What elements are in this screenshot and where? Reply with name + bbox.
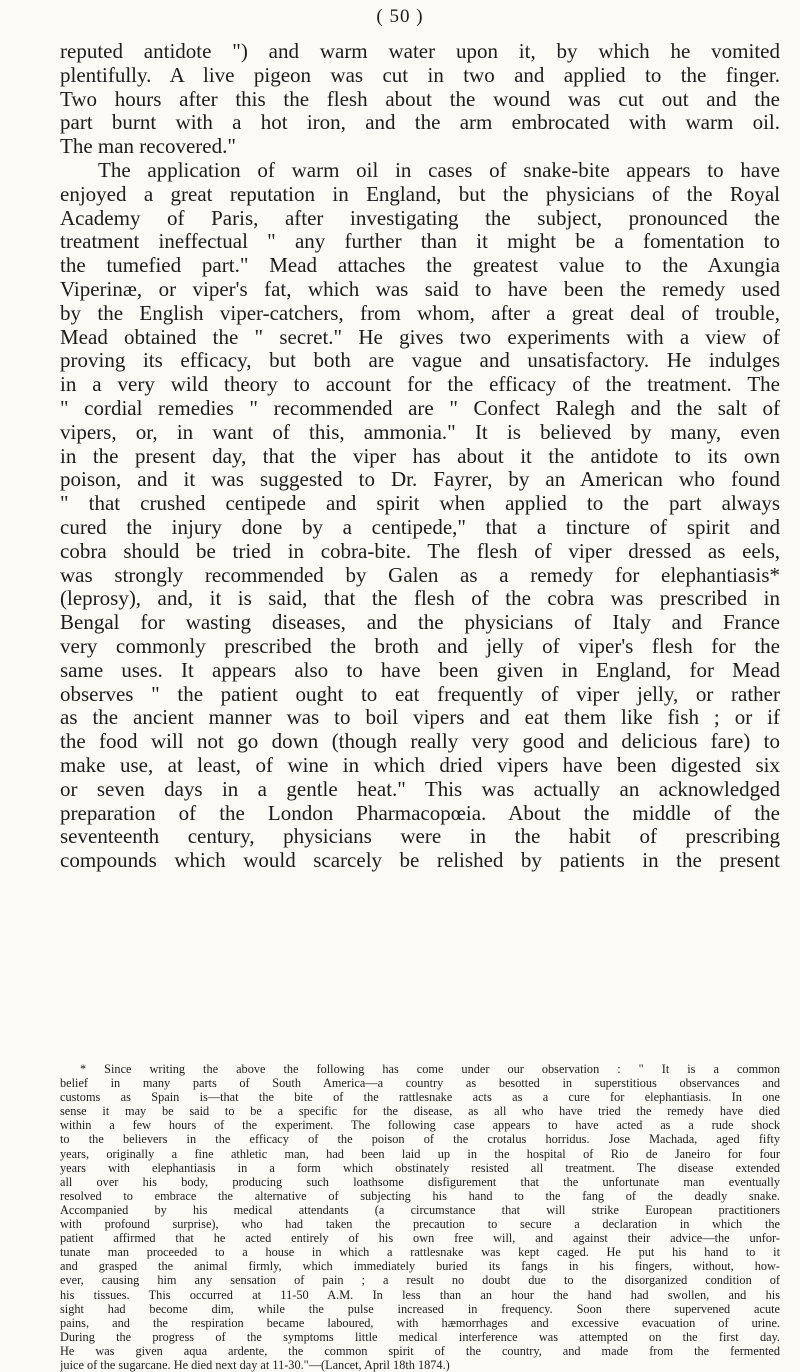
text-line: observes " the patient ought to eat frequently of viper jelly, or rather: [60, 682, 780, 706]
main-text: [60, 40, 780, 873]
text-line: as the ancient manner was to boil vipers and eat them like fish ; or if: [60, 706, 780, 730]
text-line: Mead obtained the " secret." He gives two experiments with a view of: [60, 325, 780, 349]
text-line: Academy of Paris, after investigating the subject, pronounced the: [60, 206, 780, 230]
text-line: " that crushed centipede and spirit when applied to the part always: [60, 492, 780, 516]
text-line: make use, at least, of wine in which dried vipers have been digested six: [60, 753, 780, 777]
text-line: The application of warm oil in cases of snake-bite appears to have: [98, 158, 780, 182]
text-line: Viperinæ, or viper's fat, which was said to have been the remedy used: [60, 277, 780, 301]
text-line: or seven days in a gentle heat." This was actually an acknowledged: [60, 777, 780, 801]
text-line: reputed antidote ") and warm water upon it, by which he vomited: [60, 40, 780, 63]
text-line: The man recovered.": [60, 135, 236, 159]
text-line: very commonly prescribed the broth and jelly of viper's flesh for the: [60, 634, 780, 658]
footnote-line: Accompanied by his medical attendants (a circumstance that will strike European practitioners: [60, 1202, 780, 1217]
footnote-line: years with elephantiasis in a form which obstinately resisted all treatment. The disease extended: [60, 1160, 780, 1175]
text-line: vipers, or, in want of this, ammonia." It is believed by many, even: [60, 420, 780, 444]
text-line: cured the injury done by a centipede," that a tincture of spirit and: [60, 515, 780, 539]
text-line: treatment ineffectual " any further than it might be a fomentation to: [60, 230, 780, 254]
footnote-line: pains, and the respiration became laboured, with hæmorrhages and excessive evacuation of urine.: [60, 1315, 780, 1330]
text-line: " cordial remedies " recommended are " Confect Ralegh and the salt of: [60, 396, 780, 420]
text-line: preparation of the London Pharmacopœia. About the middle of the: [60, 801, 780, 825]
text-line: cobra should be tried in cobra-bite. The flesh of viper dressed as eels,: [60, 539, 780, 563]
footnote-line: all over his body, producing such loathsome disfigurement that the unfortunate man eventually: [60, 1174, 780, 1189]
footnote-line: resolved to embrace the alternative of subjecting his hand to the fang of the deadly snake.: [60, 1188, 780, 1203]
footnote-line: sight had become dim, while the pulse increased in frequency. Soon there supervened acute: [60, 1301, 780, 1316]
text-line: compounds which would scarcely be relished by patients in the present: [60, 849, 780, 873]
footnote-line: to the believers in the efficacy of the poison of the crotalus horridus. Jose Machada, aged fifty: [60, 1132, 780, 1147]
footnote-line: ever, causing him any sensation of pain ; a result no doubt due to the disorganized condition of: [60, 1273, 780, 1288]
text-line: was strongly recommended by Galen as a remedy for elephantiasis*: [60, 563, 780, 587]
page-number: ( 50 ): [376, 6, 424, 27]
footnote-line: with profound surprise), who had taken the precaution to secure a declaration in which the: [60, 1217, 780, 1232]
footnote-line: his tissues. This occurred at 11-50 A.M. In less than an hour the hand had swollen, and his: [60, 1287, 780, 1302]
footnote-line: within a few hours of the experiment. The following case appears to have acted as a rude shock: [60, 1118, 780, 1133]
text-line: seventeenth century, physicians were in the habit of prescribing: [60, 825, 780, 849]
text-line: enjoyed a great reputation in England, but the physicians of the Royal: [60, 182, 780, 206]
footnote-line: He was given aqua ardente, the common spirit of the country, and made from the fermented: [60, 1343, 780, 1358]
text-line: in a very wild theory to account for the efficacy of the treatment. The: [60, 373, 780, 397]
text-line: the food will not go down (though really very good and delicious fare) to: [60, 730, 780, 754]
footnote: [60, 1062, 780, 1372]
text-line: the tumefied part." Mead attaches the greatest value to the Axungia: [60, 254, 780, 278]
footnote-line: During the progress of the symptoms little medical interference was attempted on the first day.: [60, 1329, 780, 1344]
text-line: part burnt with a hot iron, and the arm embrocated with warm oil.: [60, 111, 780, 135]
text-line: by the English viper-catchers, from whom, after a great deal of trouble,: [60, 301, 780, 325]
footnote-line: patient affirmed that he acted entirely of his own free will, and against their advice—the unfor-: [60, 1231, 780, 1246]
footnote-line: belief in many parts of South America—a country as besotted in superstitious observances and: [60, 1076, 780, 1091]
text-line: same uses. It appears also to have been given in England, for Mead: [60, 658, 780, 682]
footnote-line: sense it may be said to be a specific for the disease, as all who have tried the remedy have died: [60, 1104, 780, 1119]
text-line: in the present day, that the viper has about it the antidote to its own: [60, 444, 780, 468]
text-line: poison, and it was suggested to Dr. Fayrer, by an American who found: [60, 468, 780, 492]
footnote-line: years, originally a fine athletic man, had been laid up in the hospital of Rio de Janeiro for four: [60, 1146, 780, 1161]
footnote-line: customs as Spain is—that the bite of the rattlesnake acts as a cure for elephantiasis. In one: [60, 1090, 780, 1105]
footnote-line: * Since writing the above the following has come under our observation : " It is a common: [80, 1062, 780, 1076]
footnote-line: juice of the sugarcane. He died next day at 11-30."—(Lancet, April 18th 1874.): [60, 1357, 450, 1372]
text-line: (leprosy), and, it is said, that the flesh of the cobra was prescribed in: [60, 587, 780, 611]
text-line: Two hours after this the flesh about the wound was cut out and the: [60, 87, 780, 111]
footnote-line: tunate man proceeded to a house in which a rattlesnake was kept caged. He put his hand to it: [60, 1245, 780, 1260]
footnote-line: and grasped the animal firmly, which immediately buried its fangs in his fingers, without, how-: [60, 1259, 780, 1274]
text-line: plentifully. A live pigeon was cut in two and applied to the finger.: [60, 63, 780, 87]
text-line: Bengal for wasting diseases, and the physicians of Italy and France: [60, 611, 780, 635]
text-line: proving its efficacy, but both are vague and unsatisfactory. He indulges: [60, 349, 780, 373]
